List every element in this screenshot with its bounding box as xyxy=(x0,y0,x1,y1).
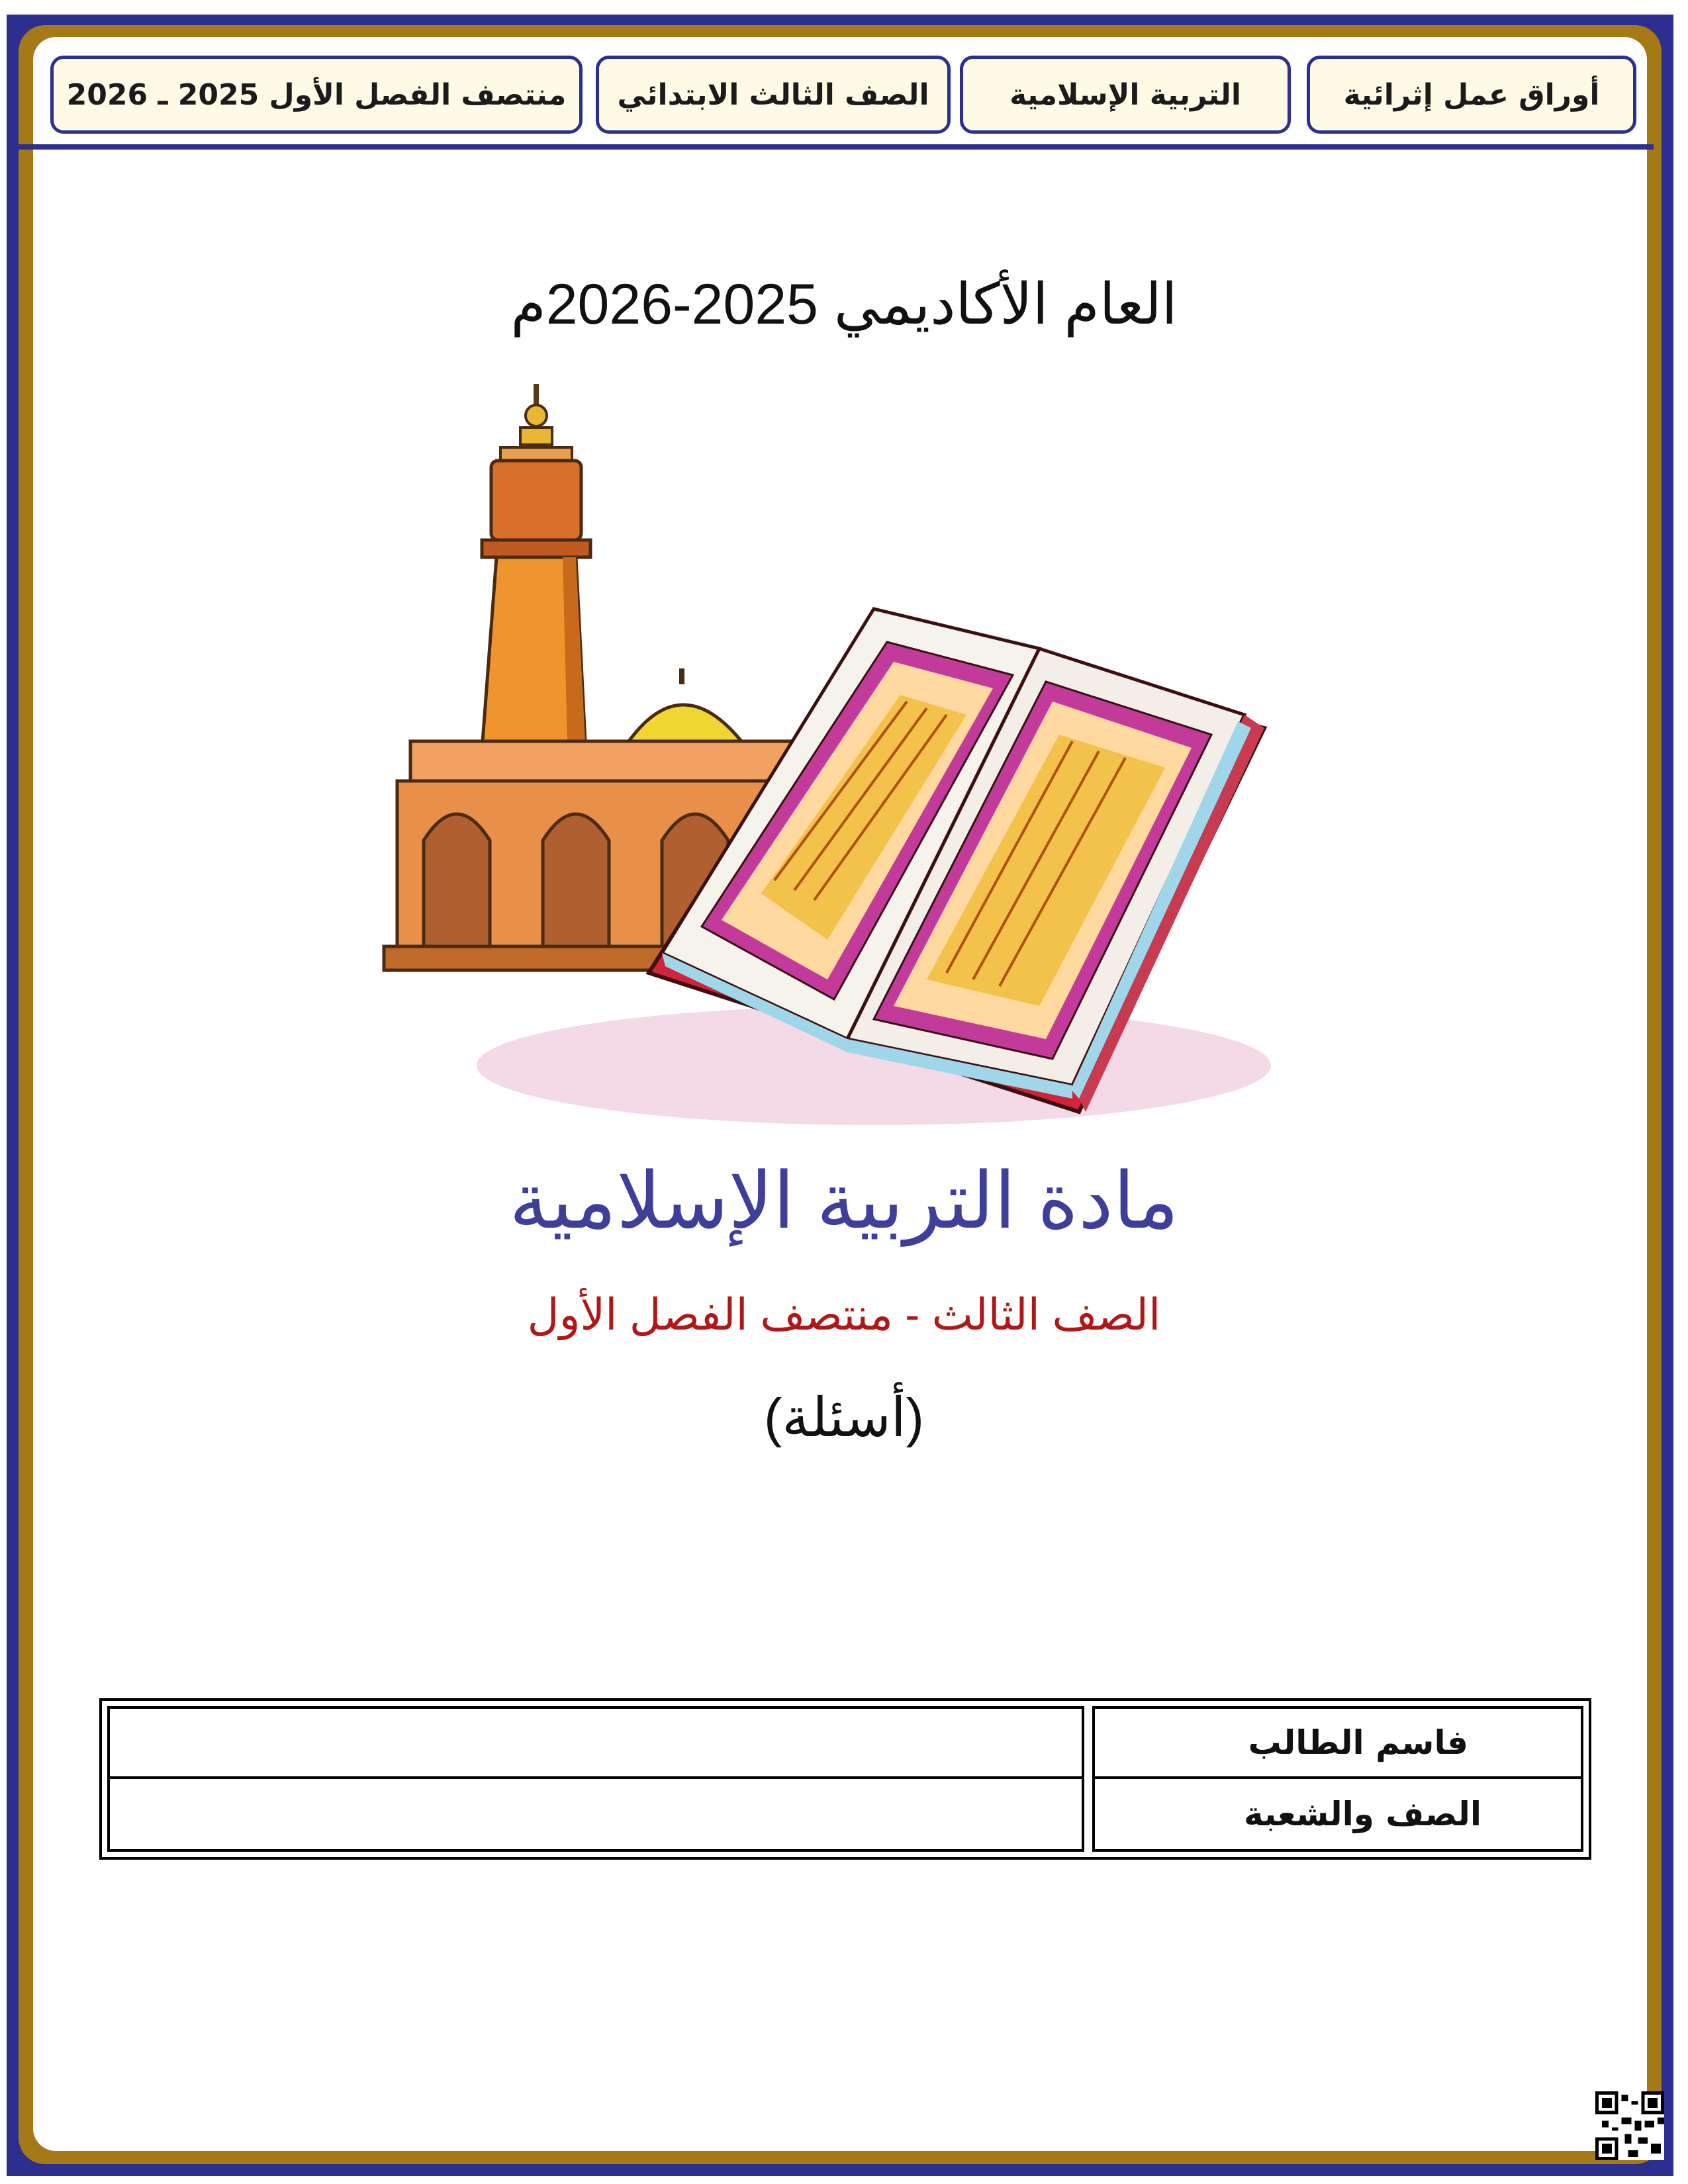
grade-and-term: الصف الثالث - منتصف الفصل الأول xyxy=(527,1290,1161,1339)
mosque-and-quran-illustration xyxy=(371,384,1284,1138)
header-tag-grade: الصف الثالث الابتدائي xyxy=(596,56,951,134)
header-tag-worksheets: أوراق عمل إثرائية xyxy=(1307,56,1636,134)
subject-title: مادة التربية الإسلامية xyxy=(509,1158,1179,1245)
student-name-label: فاسم الطالب xyxy=(1092,1706,1583,1779)
qr-code-icon xyxy=(1595,2091,1664,2160)
student-name-field[interactable] xyxy=(107,1706,1084,1779)
header-divider xyxy=(9,144,1654,150)
student-info-table xyxy=(99,1698,1591,1860)
academic-year: العام الأكاديمي 2025-2026م xyxy=(510,273,1178,336)
class-section-field[interactable] xyxy=(107,1776,1084,1852)
document-type-label: (أسئلة) xyxy=(764,1388,924,1448)
class-section-label: الصف والشعبة xyxy=(1092,1776,1583,1852)
header-tag-subject: التربية الإسلامية xyxy=(960,56,1291,134)
header-tag-term: منتصف الفصل الأول 2025 ـ 2026 xyxy=(50,56,583,134)
